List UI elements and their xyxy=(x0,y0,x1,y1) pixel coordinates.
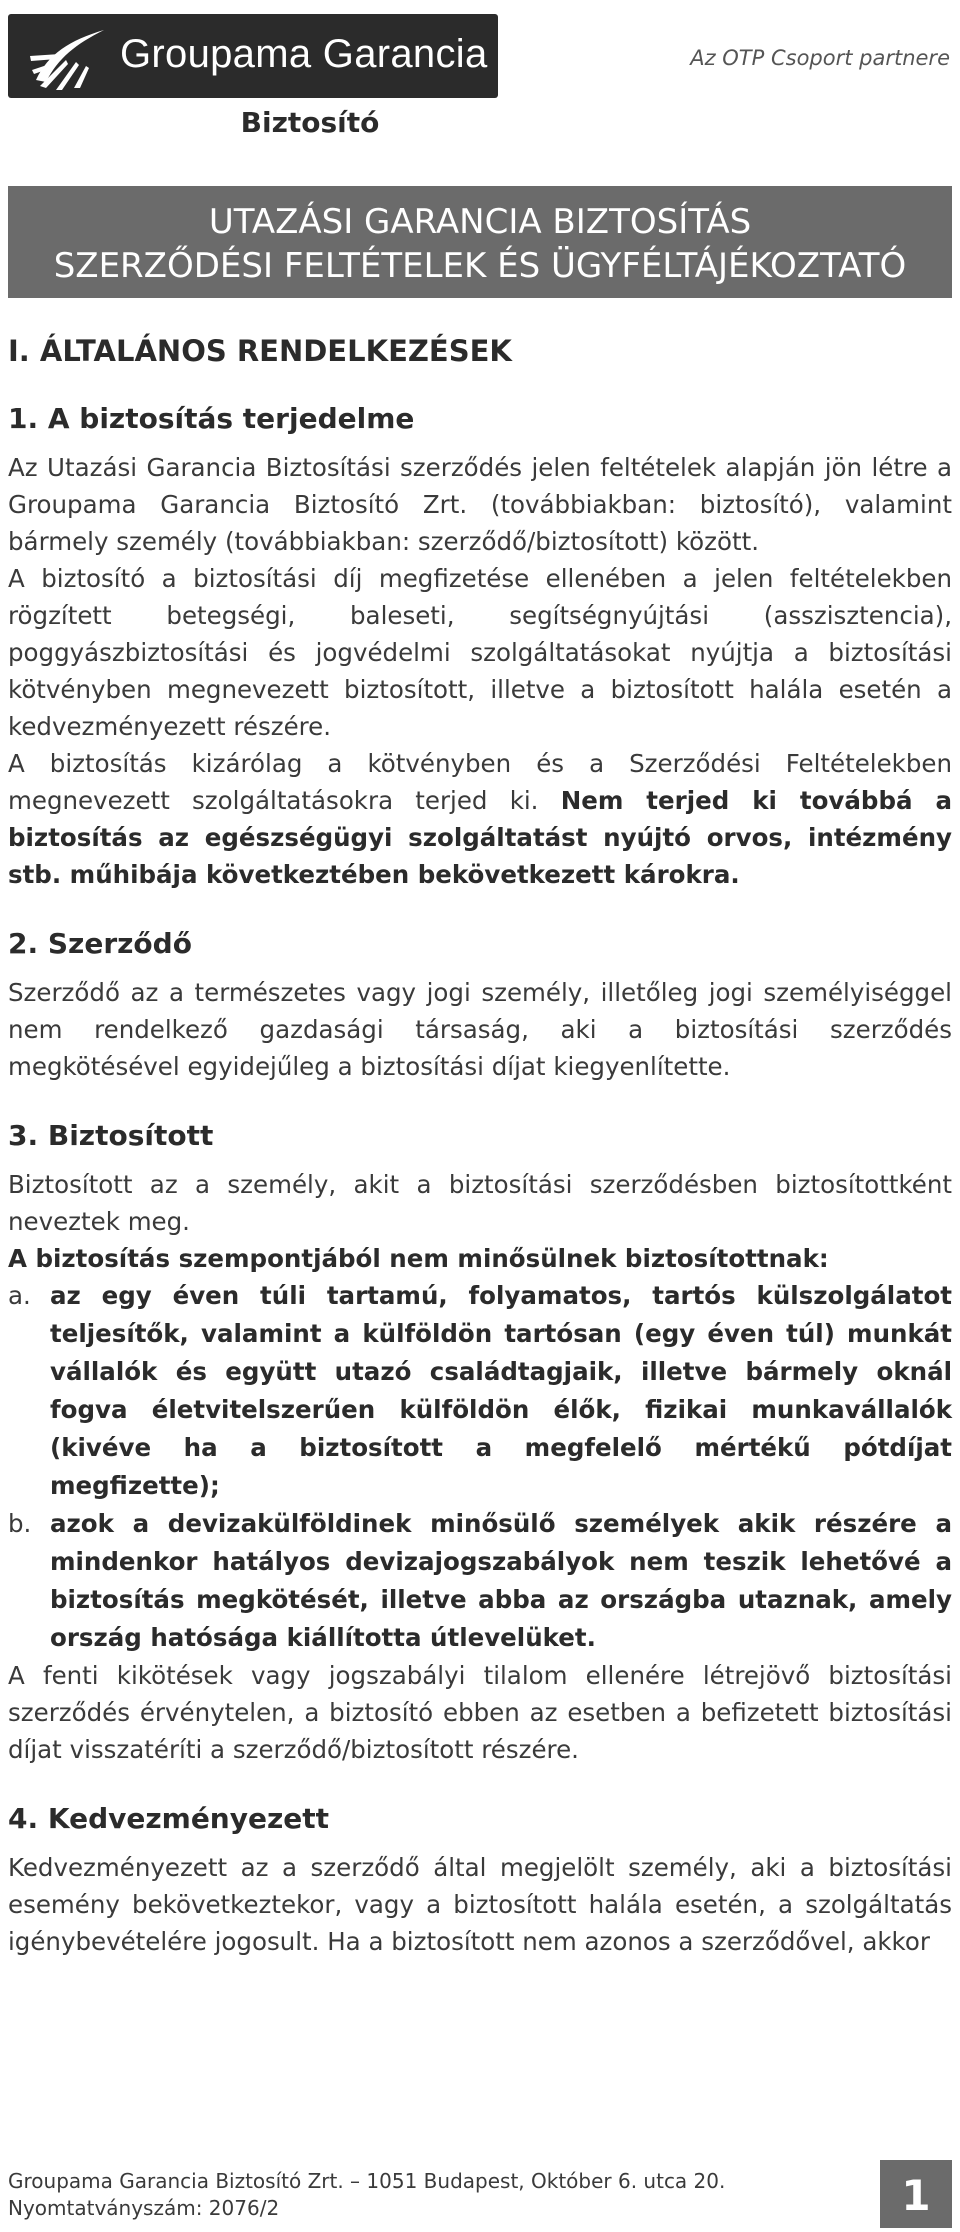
list-marker: b. xyxy=(8,1509,32,1538)
heading-biztositas-terjedelme: 1. A biztosítás terjedelme xyxy=(8,402,415,435)
paragraph: Az Utazási Garancia Biztosítási szerződés jelen feltételek alapján jön létre a Groupama Garancia Biztosító Zrt. (továbbiakban: biztosító), valamint bármely személy (továbbiakban: szerződő/biztosított) között. xyxy=(8,453,952,556)
document-body xyxy=(8,306,952,1960)
exclusion-list xyxy=(8,1277,952,1657)
company-address: Groupama Garancia Biztosító Zrt. – 1051 Budapest, Október 6. utca 20. xyxy=(8,2169,726,2193)
paragraph: A fenti kikötések vagy jogszabályi tilalom ellenére létrejövő biztosítási szerződés érvénytelen, a biztosító ebben az esetben a befizetett biztosítási díjat visszatéríti a szerződő/biztosított részére. xyxy=(8,1661,952,1764)
list-item xyxy=(8,1277,952,1505)
paragraph: A biztosító a biztosítási díj megfizetése ellenében a jelen feltételekben rögzített betegségi, baleseti, segítségnyújtási (asszisztencia), poggyászbiztosítási és jogvédelmi szolgáltatásokat nyújtja a biztosítási kötvényben megnevezett biztosított, illetve a biztosított halála esetén a kedvezményezett részére. xyxy=(8,564,952,741)
list-item xyxy=(8,1505,952,1657)
page-footer xyxy=(8,2168,725,2222)
title-line-2: SZERZŐDÉSI FELTÉTELEK ÉS ÜGYFÉLTÁJÉKOZTATÓ xyxy=(53,246,907,286)
list-item-text: azok a devizakülföldinek minősülő személyek akik részére a mindenkor hatályos devizajogszabályok nem teszik lehetővé a biztosítás megkötését, illetve abba az országba utaznak, amely ország hatósága kiállította útlevelüket. xyxy=(50,1509,952,1652)
paragraph: Szerződő az a természetes vagy jogi személy, illetőleg jogi személyiséggel nem rendelkező gazdasági társaság, aki a biztosítási szerződés megkötésével egyidejűleg a biztosítási díjat kiegyenlítette. xyxy=(8,978,952,1081)
groupama-logo-icon xyxy=(26,20,110,92)
brand-subtitle: Biztosító xyxy=(240,106,380,139)
paragraph xyxy=(8,745,952,893)
paragraph: Biztosított az a személy, akit a biztosítási szerződésben biztosítottként neveztek meg. xyxy=(8,1170,952,1236)
form-number: Nyomtatványszám: 2076/2 xyxy=(8,2196,280,2220)
heading-szerzodo: 2. Szerződő xyxy=(8,927,192,960)
partner-tagline: Az OTP Csoport partnere xyxy=(690,46,950,70)
paragraph-emphasis: A biztosítás szempontjából nem minősülnek biztosítottnak: xyxy=(8,1244,829,1273)
section-heading: I. ÁLTALÁNOS RENDELKEZÉSEK xyxy=(8,334,512,368)
brand-logo xyxy=(8,14,498,98)
page-number: 1 xyxy=(880,2160,952,2228)
list-item-text: az egy éven túli tartamú, folyamatos, tartós külszolgálatot teljesítők, valamint a külföldön tartósan (egy éven túl) munkát vállalók és együtt utazó családtagjaik, illetve bármely oknál fogva életvitelszerűen külföldön élők, fizikai munkavállalók (kivéve ha a biztosított a megfelelő mértékű pótdíjat megfizette); xyxy=(50,1281,952,1500)
paragraph-text: A biztosítás kizárólag a kötvényben és a Szerződési Feltételekben megnevezett szolgáltatásokra terjed ki. xyxy=(8,749,952,815)
paragraph: Kedvezményezett az a szerződő által megjelölt személy, aki a biztosítási esemény bekövetkeztekor, vagy a biztosított halála esetén, a szolgáltatás igénybevételére jogosult. Ha a biztosított nem azonos a szerződővel, akkor xyxy=(8,1853,952,1956)
heading-biztositott: 3. Biztosított xyxy=(8,1119,214,1152)
paragraph-emphasis: Nem terjed ki továbbá a biztosítás az egészségügyi szolgáltatást nyújtó orvos, intézmény stb. műhibája következtében bekövetkezett károkra. xyxy=(8,786,953,889)
document-title xyxy=(8,186,952,298)
title-line-1: UTAZÁSI GARANCIA BIZTOSÍTÁS xyxy=(208,202,752,242)
list-marker: a. xyxy=(8,1281,31,1310)
brand-name: Groupama Garancia xyxy=(120,32,488,76)
heading-kedvezmenyezett: 4. Kedvezményezett xyxy=(8,1802,330,1835)
